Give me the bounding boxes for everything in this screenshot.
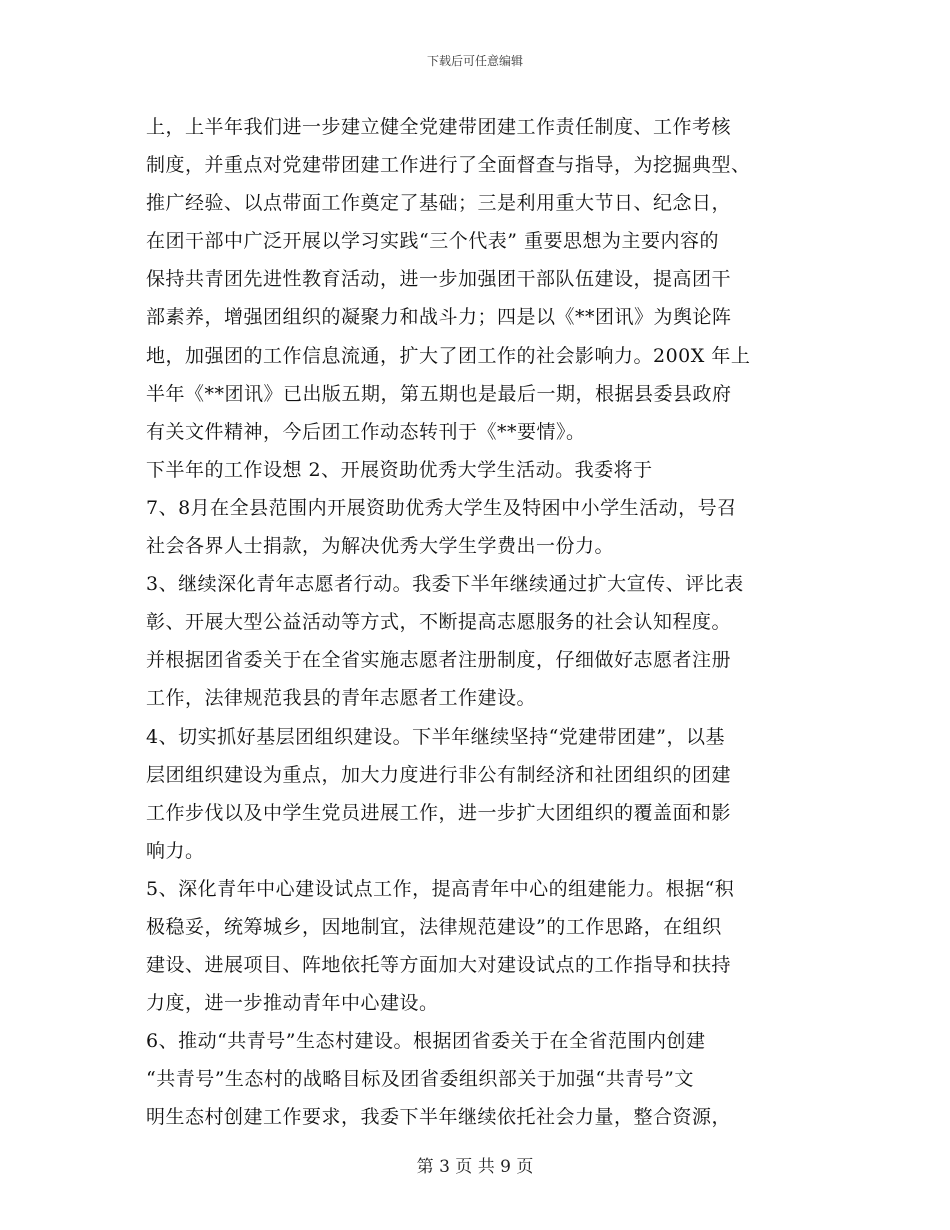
page-header: 下载后可任意编辑 xyxy=(426,54,523,68)
text-line: 部素养，增强团组织的凝聚力和战斗力；四是以《**团讯》为舆论阵 xyxy=(146,306,732,329)
text-line: 力度，进一步推动青年中心建设。 xyxy=(146,992,439,1015)
text-line: 彰、开展大型公益活动等方式，不断提高志愿服务的社会认知程度。 xyxy=(146,611,732,634)
text-line: 有关文件精神，今后团工作动态转刊于《**要情》。 xyxy=(146,420,586,443)
text-line: 响力。 xyxy=(146,839,205,862)
text-line: 工作，法律规范我县的青年志愿者工作建设。 xyxy=(146,687,537,710)
text-line: 推广经验、以点带面工作奠定了基础；三是利用重大节日、纪念日， xyxy=(146,192,732,215)
text-line: 地，加强团的工作信息流通，扩大了团工作的社会影响力。200X 年上 xyxy=(146,344,751,367)
text-line: 7、8月在全县范围内开展资助优秀大学生及特困中小学生活动，号召 xyxy=(146,496,737,519)
text-line: 明生态村创建工作要求，我委下半年继续依托社会力量，整合资源， xyxy=(146,1106,732,1129)
page-footer: 第 3 页 共 9 页 xyxy=(416,1157,534,1177)
text-line: 上，上半年我们进一步建立健全党建带团建工作责任制度、工作考核 xyxy=(146,116,732,138)
text-line: 并根据团省委关于在全省实施志愿者注册制度，仔细做好志愿者注册 xyxy=(146,649,732,672)
text-line: “共青号”生态村的战略目标及团省委组织部关于加强“共青号”文 xyxy=(146,1068,694,1091)
text-line: 制度，并重点对党建带团建工作进行了全面督查与指导，为挖掘典型、 xyxy=(146,154,751,177)
text-line: 半年《**团讯》已出版五期，第五期也是最后一期，根据县委县政府 xyxy=(146,382,732,405)
text-line: 极稳妥，统筹城乡，因地制宜，法律规范建设”的工作思路，在组织 xyxy=(146,915,722,938)
text-line: 5、深化青年中心建设试点工作，提高青年中心的组建能力。根据“积 xyxy=(146,877,735,900)
text-line: 社会各界人士捐款，为解决优秀大学生学费出一份力。 xyxy=(146,535,615,558)
text-line: 保持共青团先进性教育活动，进一步加强团干部队伍建设，提高团干 xyxy=(146,268,732,291)
text-line: 6、推动“共青号”生态村建设。根据团省委关于在全省范围内创建 xyxy=(146,1030,706,1053)
text-line: 建设、进展项目、阵地依托等方面加大对建设试点的工作指导和扶持 xyxy=(146,954,732,977)
text-line: 3、继续深化青年志愿者行动。我委下半年继续通过扩大宣传、评比表 xyxy=(146,573,744,596)
text-line: 工作步伐以及中学生党员进展工作，进一步扩大团组织的覆盖面和影 xyxy=(146,801,732,824)
text-line: 下半年的工作设想 2、开展资助优秀大学生活动。我委将于 xyxy=(146,458,653,481)
text-line: 4、切实抓好基层团组织建设。下半年继续坚持“党建带团建”，以基 xyxy=(146,725,726,748)
text-line: 层团组织建设为重点，加大力度进行非公有制经济和社团组织的团建 xyxy=(146,763,732,786)
document-body xyxy=(146,108,806,1137)
text-line: 在团干部中广泛开展以学习实践“三个代表” 重要思想为主要内容的 xyxy=(146,230,719,253)
